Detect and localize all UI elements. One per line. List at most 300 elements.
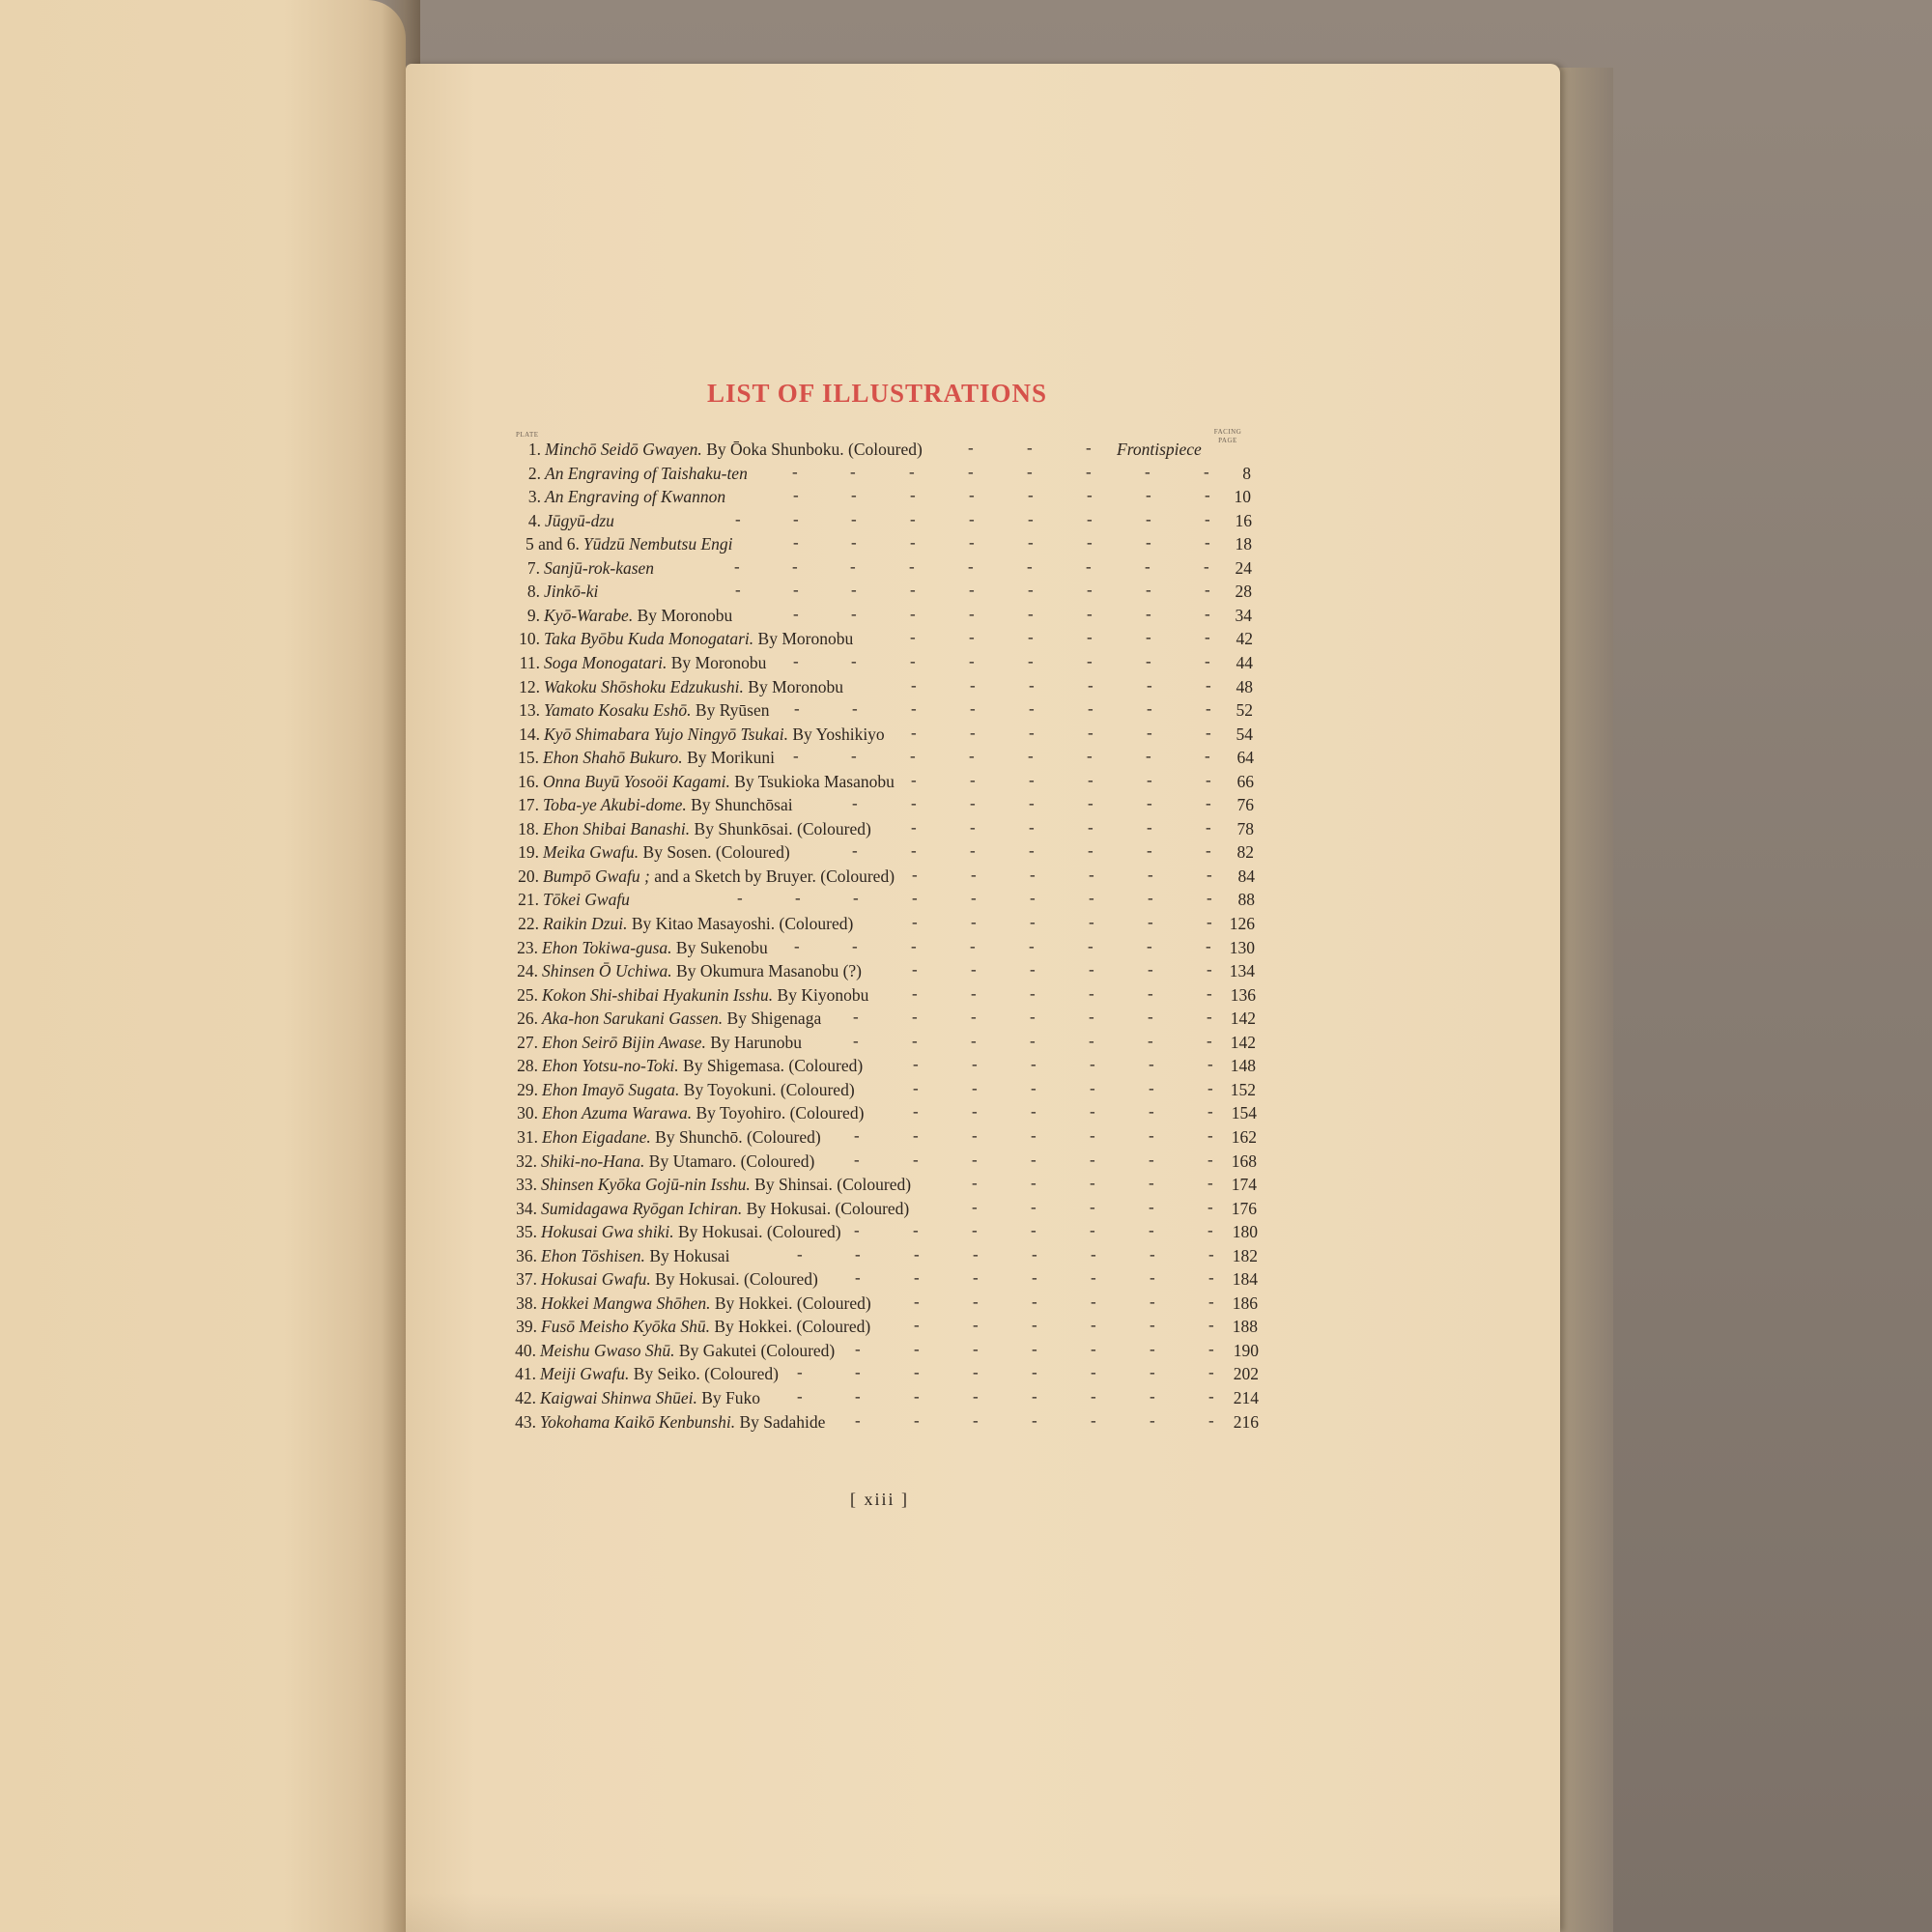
leader-dash: -: [1086, 439, 1092, 457]
illustration-title: Hokkei Mangwa Shōhen.: [541, 1293, 711, 1313]
leader-dash: -: [1147, 794, 1152, 813]
leader-dash: -: [1150, 1387, 1155, 1406]
list-item: [500, 817, 871, 840]
facing-page-number: 82: [1236, 842, 1254, 863]
facing-page-number: 28: [1235, 582, 1252, 602]
leader-dash: -: [1146, 533, 1151, 553]
plate-number: 21.: [518, 890, 539, 910]
leader-dash: -: [912, 960, 918, 980]
leader-dash: -: [852, 841, 858, 861]
list-item: [497, 1410, 825, 1434]
illustration-title: Yamato Kosaku Eshō.: [544, 700, 692, 721]
leader-dash: -: [1090, 1125, 1095, 1145]
leader-dash: -: [852, 794, 858, 813]
leader-dash: -: [911, 936, 917, 955]
leader-dash: -: [973, 1410, 979, 1430]
page-number: [ xiii ]: [850, 1490, 909, 1509]
leader-dash: -: [1207, 983, 1212, 1003]
facing-page-number: 130: [1229, 937, 1255, 957]
leader-dash: -: [1088, 675, 1094, 695]
facing-page-number: 174: [1231, 1175, 1257, 1195]
leader-dash: -: [1091, 1316, 1096, 1335]
leader-dash: -: [1208, 1055, 1213, 1074]
leader-dash: -: [1208, 1410, 1214, 1430]
leader-dash: -: [1028, 486, 1034, 505]
leader-dash: -: [911, 675, 917, 695]
illustration-artist: By Hokusai. (Coloured): [650, 1269, 818, 1290]
plate-number: 19.: [518, 842, 539, 863]
leader-dash: -: [970, 841, 976, 861]
leader-dash: -: [1089, 1008, 1094, 1027]
list-item: [502, 532, 733, 555]
leader-dash: -: [972, 1174, 978, 1193]
plate-number: 9.: [526, 605, 540, 625]
leader-dash: -: [1032, 1410, 1037, 1430]
illustration-title: Aka-hon Sarukani Gassen.: [542, 1009, 724, 1029]
plate-number: 17.: [518, 795, 539, 815]
leader-dash: -: [969, 581, 975, 600]
leader-dash: -: [792, 556, 798, 576]
leader-dash: -: [971, 889, 977, 908]
leader-dash: -: [972, 1055, 978, 1074]
leader-dash: -: [853, 1008, 859, 1027]
illustration-artist: By Sadahide: [735, 1411, 826, 1432]
leader-dash: -: [1147, 841, 1152, 861]
illustration-title: Kyō-Warabe.: [544, 605, 634, 625]
facing-page-number: 24: [1235, 557, 1252, 578]
plate-number: 32.: [516, 1151, 537, 1171]
illustration-artist: By Hokkei. (Coloured): [709, 1317, 871, 1337]
leader-dash: -: [914, 1363, 920, 1382]
facing-page-number: 148: [1230, 1056, 1256, 1076]
plate-number: 40.: [515, 1340, 536, 1360]
plate-column-header: PLATE: [516, 431, 539, 439]
leader-dash: -: [1090, 1055, 1095, 1074]
leader-dash: -: [1149, 1174, 1154, 1193]
facing-page-number: 184: [1232, 1269, 1258, 1290]
facing-page-number: 18: [1235, 534, 1252, 554]
leader-dash: -: [1150, 1410, 1155, 1430]
leader-dash: -: [973, 1292, 979, 1311]
leader-dash: -: [1204, 462, 1209, 481]
leader-dash: -: [1208, 1125, 1213, 1145]
leader-dash: -: [1207, 1008, 1212, 1027]
leader-dash: -: [1208, 1244, 1214, 1264]
leader-dash: -: [1149, 1197, 1154, 1216]
plate-number: 29.: [517, 1079, 538, 1099]
leader-dash: -: [969, 747, 975, 766]
leader-dash: -: [855, 1410, 861, 1430]
list-item: [498, 1173, 911, 1196]
leader-dash: -: [970, 794, 976, 813]
illustration-artist: By Yoshikiyo: [787, 724, 885, 744]
leader-dash: -: [1030, 1031, 1036, 1050]
leader-dash: -: [1150, 1363, 1155, 1382]
leader-dash: -: [1208, 1221, 1213, 1240]
list-item: [499, 1031, 802, 1054]
illustration-artist: By Hokusai. (Coloured): [673, 1222, 841, 1242]
leader-dash: -: [971, 1008, 977, 1027]
leader-dash: -: [972, 1078, 978, 1097]
illustration-artist: By Shigemasa. (Coloured): [678, 1056, 864, 1076]
illustration-title: An Engraving of Kwannon: [545, 487, 726, 507]
facing-page-number: 34: [1235, 605, 1252, 625]
leader-dash: -: [793, 651, 799, 670]
leader-dash: -: [1089, 960, 1094, 980]
leader-dash: -: [911, 770, 917, 789]
leader-dash: -: [797, 1387, 803, 1406]
illustration-artist: By Shunchō. (Coloured): [650, 1126, 821, 1147]
facing-page-number: 66: [1236, 771, 1254, 791]
plate-number: 10.: [519, 629, 540, 649]
illustration-title: Shinsen Ō Uchiwa.: [542, 961, 672, 981]
leader-dash: -: [912, 865, 918, 884]
leader-dash: -: [1029, 817, 1035, 837]
leader-dash: -: [793, 486, 799, 505]
leader-dash: -: [1204, 556, 1209, 576]
leader-dash: -: [910, 628, 916, 647]
leader-dash: -: [1208, 1078, 1213, 1097]
leader-dash: -: [911, 794, 917, 813]
list-item: [498, 1267, 818, 1291]
leader-dash: -: [909, 462, 915, 481]
leader-dash: -: [852, 936, 858, 955]
illustration-title: Meiji Gwafu.: [540, 1364, 630, 1384]
leader-dash: -: [1088, 841, 1094, 861]
plate-number: 39.: [516, 1317, 537, 1337]
leader-dash: -: [973, 1316, 979, 1335]
leader-dash: -: [1031, 1221, 1037, 1240]
leader-dash: -: [971, 960, 977, 980]
leader-dash: -: [850, 556, 856, 576]
plate-number: 4.: [527, 510, 541, 530]
leader-dash: -: [1028, 628, 1034, 647]
facing-page-number: 54: [1236, 724, 1253, 744]
leader-dash: -: [1149, 1221, 1154, 1240]
plate-number: 2.: [527, 463, 541, 483]
leader-dash: -: [912, 913, 918, 931]
leader-dash: -: [1086, 556, 1092, 576]
leader-dash: -: [913, 1078, 919, 1097]
leader-dash: -: [855, 1387, 861, 1406]
leader-dash: -: [1087, 509, 1093, 528]
facing-page-number: 42: [1236, 629, 1253, 649]
leader-dash: -: [912, 889, 918, 908]
leader-dash: -: [914, 1268, 920, 1288]
plate-number: 34.: [516, 1198, 537, 1218]
illustration-title: Taka Byōbu Kuda Monogatari.: [544, 629, 754, 649]
leader-dash: -: [1207, 960, 1212, 980]
leader-dash: -: [1032, 1363, 1037, 1382]
illustration-artist: By Moronobu: [753, 629, 854, 649]
list-item: [497, 1362, 779, 1385]
leader-dash: -: [911, 699, 917, 719]
plate-number: 18.: [518, 818, 539, 838]
illustration-title: Meishu Gwaso Shū.: [540, 1340, 675, 1360]
leader-dash: -: [851, 486, 857, 505]
list-item: [501, 627, 853, 650]
leader-dash: -: [1149, 1125, 1154, 1145]
plate-number: 30.: [517, 1103, 538, 1123]
plate-number: 35.: [516, 1222, 537, 1242]
plate-number: 7.: [526, 557, 540, 578]
illustration-title: Jinkō-ki: [544, 582, 599, 602]
leader-dash: -: [1030, 1008, 1036, 1027]
leader-dash: -: [1148, 913, 1153, 931]
list-item: [500, 746, 775, 769]
list-item: [497, 1386, 760, 1409]
leader-dash: -: [735, 581, 741, 600]
leader-dash: -: [850, 462, 856, 481]
leader-dash: -: [914, 1339, 920, 1358]
leader-dash: -: [910, 747, 916, 766]
leader-dash: -: [1091, 1387, 1096, 1406]
leader-dash: -: [1029, 770, 1035, 789]
leader-dash: -: [968, 462, 974, 481]
facing-page-number: 142: [1230, 1032, 1256, 1052]
plate-number: 28.: [517, 1056, 538, 1076]
leader-dash: -: [910, 581, 916, 600]
illustration-title: Fusō Meisho Kyōka Shū.: [541, 1317, 710, 1337]
plate-number: 27.: [517, 1032, 538, 1052]
illustration-artist: By Shigenaga: [723, 1009, 822, 1029]
illustration-artist: By Fuko: [696, 1388, 761, 1407]
leader-dash: -: [910, 604, 916, 623]
illustration-artist: By Kiyonobu: [773, 984, 869, 1005]
illustration-title: Yūdzū Nembutsu Engi: [582, 534, 733, 554]
facing-page-number: 202: [1233, 1364, 1259, 1384]
leader-dash: -: [1147, 936, 1152, 955]
leader-dash: -: [970, 770, 976, 789]
leader-dash: -: [973, 1268, 979, 1288]
leader-dash: -: [913, 1150, 919, 1169]
illustration-title: Ehon Eigadane.: [542, 1126, 651, 1147]
illustration-artist: By Ōoka Shunboku. (Coloured): [701, 440, 923, 459]
list-item: [500, 840, 790, 864]
leader-dash: -: [797, 1244, 803, 1264]
leader-dash: -: [1090, 1078, 1095, 1097]
leader-dash: -: [1087, 533, 1093, 553]
leader-dash: -: [968, 556, 974, 576]
illustration-title: Toba-ye Akubi-dome.: [543, 795, 687, 815]
leader-dash: -: [855, 1363, 861, 1382]
leader-dash: -: [969, 533, 975, 553]
leader-dash: -: [910, 533, 916, 553]
leader-dash: -: [1032, 1292, 1037, 1311]
facing-page-number: 136: [1230, 984, 1256, 1005]
leader-dash: -: [1147, 723, 1152, 742]
leader-dash: -: [1089, 913, 1094, 931]
facing-page-number: 52: [1236, 700, 1253, 721]
leader-dash: -: [1205, 486, 1210, 505]
illustration-title: Hokusai Gwafu.: [541, 1269, 651, 1290]
plate-number: 3.: [527, 487, 541, 507]
leader-dash: -: [1031, 1125, 1037, 1145]
leader-dash: -: [851, 509, 857, 528]
leader-dash: -: [1150, 1316, 1155, 1335]
illustration-artist: By Gakutei (Coloured): [674, 1340, 836, 1360]
leader-dash: -: [851, 604, 857, 623]
list-item: [497, 1339, 835, 1362]
facing-page-number: 154: [1231, 1103, 1257, 1123]
leader-dash: -: [1208, 1387, 1214, 1406]
leader-dash: -: [970, 936, 976, 955]
facing-page-number: 182: [1232, 1245, 1258, 1265]
illustration-artist: By Morikuni: [682, 748, 775, 768]
page-title: LIST OF ILLUSTRATIONS: [706, 379, 1048, 408]
illustration-title: Ehon Shibai Banashi.: [543, 818, 691, 838]
plate-number: 24.: [517, 961, 538, 981]
illustration-artist: By Kitao Masayoshi. (Coloured): [627, 914, 854, 933]
facing-page-number: 8: [1242, 463, 1251, 483]
leader-dash: -: [1206, 723, 1211, 742]
leader-dash: -: [1148, 960, 1153, 980]
leader-dash: -: [1027, 556, 1033, 576]
leader-dash: -: [854, 1150, 860, 1169]
leader-dash: -: [1149, 1102, 1154, 1122]
leader-dash: -: [1208, 1292, 1214, 1311]
illustration-artist: By Utamaro. (Coloured): [644, 1151, 815, 1171]
leader-dash: -: [1031, 1055, 1037, 1074]
illustration-title: Bumpō Gwafu ;: [543, 866, 650, 886]
leader-dash: -: [1208, 1174, 1213, 1193]
leader-dash: -: [1028, 651, 1034, 670]
leader-dash: -: [1032, 1268, 1037, 1288]
illustration-title: Kokon Shi-shibai Hyakunin Isshu.: [542, 984, 774, 1005]
leader-dash: -: [1208, 1363, 1214, 1382]
leader-dash: -: [1150, 1339, 1155, 1358]
illustration-title: Raikin Dzui.: [543, 914, 628, 933]
plate-number: 43.: [515, 1411, 536, 1432]
list-item: [498, 1197, 909, 1220]
leader-dash: -: [1148, 983, 1153, 1003]
facing-page-number: 10: [1234, 487, 1251, 507]
leader-dash: -: [1088, 936, 1094, 955]
leader-dash: -: [795, 889, 801, 908]
illustration-title: Shinsen Kyōka Gojū-nin Isshu.: [541, 1175, 751, 1195]
leader-dash: -: [1206, 770, 1211, 789]
leader-dash: -: [1149, 1055, 1154, 1074]
illustration-artist: By Toyokuni. (Coloured): [679, 1079, 855, 1099]
leader-dash: -: [973, 1363, 979, 1382]
illustration-title: Jūgyū-dzu: [545, 510, 614, 530]
facing-page-number: 134: [1229, 961, 1255, 981]
plate-number: 38.: [516, 1293, 537, 1313]
leader-dash: -: [1146, 581, 1151, 600]
leader-dash: -: [1205, 651, 1210, 670]
leader-dash: -: [793, 533, 799, 553]
leader-dash: -: [1087, 628, 1093, 647]
leader-dash: -: [1205, 533, 1210, 553]
leader-dash: -: [910, 486, 916, 505]
list-item: [498, 1292, 871, 1315]
leader-dash: -: [1087, 604, 1093, 623]
leader-dash: -: [794, 936, 800, 955]
illustration-artist: By Moronobu: [667, 652, 767, 672]
leader-dash: -: [1029, 723, 1035, 742]
plate-number: 11.: [519, 652, 540, 672]
leader-dash: -: [1091, 1339, 1096, 1358]
leader-dash: -: [969, 651, 975, 670]
list-item: [501, 723, 885, 746]
leader-dash: -: [1208, 1268, 1214, 1288]
leader-dash: -: [912, 983, 918, 1003]
leader-dash: -: [1087, 581, 1093, 600]
leader-dash: -: [971, 983, 977, 1003]
plate-number: 22.: [518, 914, 539, 933]
facing-page-number: 176: [1231, 1198, 1257, 1218]
leader-dash: -: [1208, 1197, 1213, 1216]
leader-dash: -: [1206, 699, 1211, 719]
frontispiece-label: Frontispiece: [1117, 440, 1202, 459]
list-item: [498, 1244, 729, 1267]
leader-dash: -: [913, 1102, 919, 1122]
plate-number: 5 and 6.: [526, 534, 580, 554]
leader-dash: -: [1207, 865, 1212, 884]
facing-page-number: 142: [1230, 1009, 1256, 1029]
leader-dash: -: [1087, 747, 1093, 766]
list-item: [502, 462, 748, 485]
leader-dash: -: [1089, 983, 1094, 1003]
leader-dash: -: [1091, 1410, 1096, 1430]
leader-dash: -: [972, 1125, 978, 1145]
facing-page-number: 214: [1233, 1388, 1259, 1407]
leader-dash: -: [969, 486, 975, 505]
leader-dash: -: [1028, 604, 1034, 623]
leader-dash: -: [1029, 841, 1035, 861]
illustration-artist: By Moronobu: [743, 676, 843, 696]
leader-dash: -: [1089, 865, 1094, 884]
plate-number: 15.: [518, 748, 539, 768]
illustration-artist: By Moronobu: [633, 605, 733, 625]
illustration-artist: By Hokusai. (Coloured): [742, 1198, 910, 1218]
list-item: [502, 485, 725, 508]
facing-page-number: 126: [1229, 914, 1255, 933]
leader-dash: -: [910, 509, 916, 528]
illustration-title: An Engraving of Taishaku-ten: [545, 463, 748, 483]
leader-dash: -: [1149, 1078, 1154, 1097]
illustration-artist: By Ryūsen: [691, 700, 770, 721]
leader-dash: -: [973, 1244, 979, 1264]
leader-dash: -: [1090, 1150, 1095, 1169]
illustration-title: Ehon Shahō Bukuro.: [543, 748, 683, 768]
facing-page-number: 216: [1233, 1411, 1259, 1432]
illustration-artist: By Hokusai: [644, 1245, 730, 1265]
plate-number: 42.: [515, 1388, 536, 1407]
leader-dash: -: [851, 747, 857, 766]
plate-number: 14.: [519, 724, 540, 744]
leader-dash: -: [969, 509, 975, 528]
leader-dash: -: [1205, 747, 1210, 766]
leader-dash: -: [968, 439, 974, 457]
leader-dash: -: [1031, 1102, 1037, 1122]
list-item: [500, 912, 853, 935]
facing-page-number: 44: [1236, 652, 1253, 672]
plate-number: 23.: [517, 937, 538, 957]
leader-dash: -: [1028, 581, 1034, 600]
leader-dash: -: [1091, 1292, 1096, 1311]
leader-dash: -: [1205, 628, 1210, 647]
leader-dash: -: [1091, 1268, 1096, 1288]
leader-dash: -: [1148, 1008, 1153, 1027]
leader-dash: -: [1091, 1244, 1096, 1264]
leader-dash: -: [1206, 794, 1211, 813]
leader-dash: -: [1028, 533, 1034, 553]
leader-dash: -: [972, 1221, 978, 1240]
leader-dash: -: [1207, 889, 1212, 908]
facing-page-number: 188: [1232, 1317, 1258, 1337]
plate-number: 16.: [518, 771, 539, 791]
